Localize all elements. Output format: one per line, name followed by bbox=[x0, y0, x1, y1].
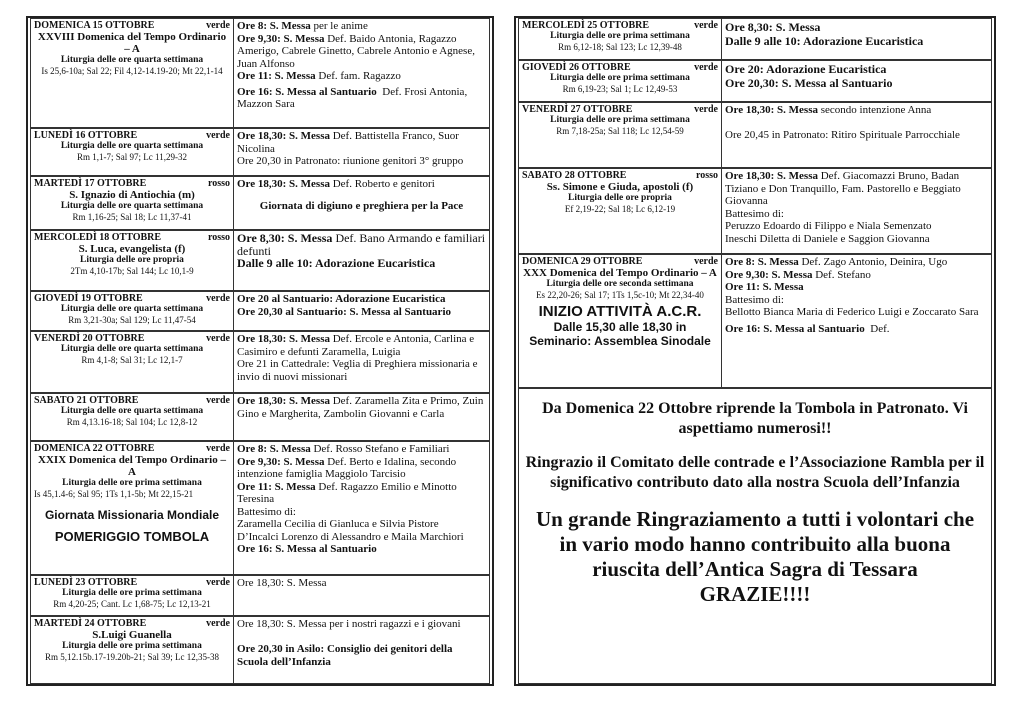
day-header bbox=[34, 618, 230, 629]
schedule-entry bbox=[725, 323, 988, 336]
entry-time: Ore 18,30: S. Messa bbox=[725, 170, 818, 182]
schedule-entry bbox=[237, 518, 486, 531]
readings: Es 22,20-26; Sal 17; 1Ts 1,5c-10; Mt 22,34-40 bbox=[536, 290, 704, 300]
entry-text: Def. Rosso Stefano e Familiari bbox=[310, 443, 450, 455]
schedule-entry bbox=[725, 104, 988, 117]
liturgy-hours: Liturgia delle ore quarta settimana bbox=[60, 344, 204, 354]
entry-time: Ore 8,30: S. Messa bbox=[237, 231, 333, 245]
liturgy-hours: Liturgia delle ore prima settimana bbox=[550, 115, 690, 125]
schedule-entry bbox=[725, 20, 988, 34]
day-row bbox=[30, 18, 490, 128]
day-info-cell bbox=[31, 177, 234, 229]
readings: Rm 4,13.16-18; Sal 104; Lc 12,8-12 bbox=[66, 417, 198, 427]
liturgy-hours: Liturgia delle ore prima settimana bbox=[62, 478, 202, 488]
entry-time: Ore 20 al Santuario: Adorazione Eucaristica bbox=[237, 293, 446, 305]
entry-time: Ore 11: S. Messa bbox=[237, 70, 316, 82]
liturgy-hours: Liturgia delle ore prima settimana bbox=[62, 641, 202, 651]
schedule-cell bbox=[234, 292, 489, 330]
readings: Rm 6,12-18; Sal 123; Lc 12,39-48 bbox=[558, 42, 682, 52]
liturgical-color: verde bbox=[206, 130, 230, 141]
schedule-entry bbox=[237, 577, 486, 590]
entry-text bbox=[237, 631, 240, 643]
liturgy-hours: Liturgia delle ore quarta settimana bbox=[60, 55, 204, 65]
entry-text: Ore 20,30 in Patronato: riunione genitori 3° gruppo bbox=[237, 155, 464, 167]
entry-time: Ore 9,30: S. Messa bbox=[237, 455, 325, 468]
entry-time: Ore 9,30: S. Messa bbox=[237, 32, 325, 45]
day-name: SABATO 28 OTTOBRE bbox=[522, 170, 627, 181]
readings: Rm 1,16-25; Sal 18; Lc 11,37-41 bbox=[72, 212, 192, 222]
schedule-entry bbox=[237, 178, 486, 191]
day-row bbox=[30, 128, 490, 176]
entry-text: Bellotto Bianca Maria di Federico Luigi e Zoccarato Sara bbox=[725, 306, 979, 318]
day-header bbox=[522, 104, 718, 115]
day-info-cell bbox=[31, 576, 234, 615]
entry-text: Zaramella Cecilia di Gianluca e Silvia Pistore bbox=[237, 518, 439, 530]
liturgy-hours: Liturgia delle ore prima settimana bbox=[550, 73, 690, 83]
liturgical-color: rosso bbox=[695, 170, 718, 181]
entry-time: Ore 16: S. Messa al Santuario bbox=[237, 543, 377, 555]
schedule-entry bbox=[237, 155, 486, 168]
schedule-entry bbox=[237, 481, 486, 506]
entry-time: Ore 11: S. Messa bbox=[237, 480, 316, 493]
thanks-notice: Ringrazio il Comitato delle contrade e l’Associazione Rambla per il significativo contributo dato alla nostra Scuola dell’Infanzia bbox=[525, 454, 985, 491]
entry-time: Ore 18,30: S. Messa bbox=[237, 395, 330, 407]
entry-text: Battesimo di: bbox=[725, 207, 784, 220]
day-header bbox=[34, 443, 230, 454]
schedule-cell bbox=[722, 103, 991, 167]
feast-title: XXX Domenica del Tempo Ordinario – A bbox=[523, 267, 717, 279]
liturgical-color: verde bbox=[694, 256, 718, 267]
entry-text: Def. Frosi Antonia, Mazzon Sara bbox=[237, 85, 470, 110]
day-header bbox=[34, 232, 230, 243]
day-row bbox=[30, 393, 490, 441]
liturgy-hours: Liturgia delle ore quarta settimana bbox=[60, 406, 204, 416]
feast-title: Ss. Simone e Giuda, apostoli (f) bbox=[546, 181, 694, 193]
schedule-cell bbox=[234, 394, 489, 440]
liturgy-hours: Liturgia delle ore propria bbox=[568, 193, 672, 203]
liturgy-hours: Liturgia delle ore prima settimana bbox=[62, 588, 202, 598]
schedule-entry bbox=[725, 208, 988, 221]
schedule-entry bbox=[725, 281, 988, 294]
readings: Rm 6,19-23; Sal 1; Lc 12,49-53 bbox=[562, 84, 678, 94]
schedule-entry bbox=[237, 543, 486, 556]
liturgy-hours: Liturgia delle ore quarta settimana bbox=[60, 304, 204, 314]
schedule-entry bbox=[725, 170, 988, 208]
entry-time: Ore 20,30: S. Messa al Santuario bbox=[725, 76, 893, 90]
day-name: GIOVEDÌ 19 OTTOBRE bbox=[34, 293, 143, 304]
day-header bbox=[34, 333, 230, 344]
day-name: MERCOLEDÌ 25 OTTOBRE bbox=[522, 20, 650, 31]
entry-text: secondo intenzione Anna bbox=[817, 104, 932, 116]
entry-time: Ore 8: S. Messa bbox=[237, 20, 311, 32]
schedule-entry bbox=[725, 294, 988, 307]
readings: Is 25,6-10a; Sal 22; Fil 4,12-14.19-20; Mt 22,1-14 bbox=[41, 66, 223, 76]
day-info-cell bbox=[519, 255, 722, 387]
entry-time: Ore 18,30: S. Messa bbox=[237, 178, 330, 190]
day-info-cell bbox=[31, 617, 234, 683]
day-name: GIOVEDÌ 26 OTTOBRE bbox=[522, 62, 631, 73]
liturgical-color: verde bbox=[206, 395, 230, 406]
acr-text: Dalle 15,30 alle 18,30 in Seminario: Assemblea Sinodale bbox=[529, 320, 711, 348]
readings: Is 45,1.4-6; Sal 95; 1Ts 1,1-5b; Mt 22,15-21 bbox=[34, 489, 194, 499]
schedule-entry bbox=[237, 631, 486, 644]
entry-time: Ore 20,30 in Asilo: Consiglio dei genitori della Scuola dell’Infanzia bbox=[237, 643, 453, 668]
day-header bbox=[522, 62, 718, 73]
day-header bbox=[34, 293, 230, 304]
liturgy-hours: Liturgia delle ore seconda settimana bbox=[546, 279, 694, 289]
liturgy-hours: Liturgia delle ore propria bbox=[80, 255, 184, 265]
entry-text: Ore 18,30: S. Messa bbox=[237, 577, 327, 589]
day-name: MERCOLEDÌ 18 OTTOBRE bbox=[34, 232, 162, 243]
day-row bbox=[518, 168, 992, 254]
schedule-cell bbox=[234, 617, 489, 683]
entry-text: Def. Ercole e Antonia, Carlina e Casimiro e defunti Zaramella, Luigia bbox=[237, 333, 477, 358]
day-name: VENERDÌ 27 OTTOBRE bbox=[522, 104, 633, 115]
schedule-entry bbox=[725, 117, 988, 130]
entry-time: Giornata di digiuno e preghiera per la Pace bbox=[259, 199, 464, 212]
liturgy-hours: Liturgia delle ore quarta settimana bbox=[60, 141, 204, 151]
day-info-cell bbox=[31, 332, 234, 392]
schedule-entry bbox=[237, 200, 486, 213]
liturgical-color: verde bbox=[206, 577, 230, 588]
entry-text: Def. Giacomazzi Bruno, Badan Tiziano e Don Tranquillo, Fam. Pastorello e Beggiato Giovanna bbox=[725, 170, 964, 207]
schedule-entry bbox=[725, 34, 988, 48]
entry-text: Def. fam. Ragazzo bbox=[315, 70, 401, 82]
day-name: MARTEDÌ 17 OTTOBRE bbox=[34, 178, 147, 189]
liturgical-color: verde bbox=[694, 62, 718, 73]
day-info-cell bbox=[519, 103, 722, 167]
day-name: SABATO 21 OTTOBRE bbox=[34, 395, 139, 406]
feast-title: S.Luigi Guanella bbox=[92, 629, 172, 641]
day-header bbox=[522, 170, 718, 181]
entry-time: Ore 18,30: S. Messa bbox=[725, 104, 818, 116]
day-info-cell bbox=[31, 231, 234, 290]
day-name: MARTEDÌ 24 OTTOBRE bbox=[34, 618, 147, 629]
entry-text: Ore 20,45 in Patronato: Ritiro Spirituale Parrocchiale bbox=[725, 129, 960, 141]
day-header bbox=[522, 256, 718, 267]
readings: Rm 4,20-25; Cant. Lc 1,68-75; Lc 12,13-21 bbox=[53, 599, 211, 609]
day-name: DOMENICA 15 OTTOBRE bbox=[34, 20, 155, 31]
readings: Rm 1,1-7; Sal 97; Lc 11,29-32 bbox=[77, 152, 187, 162]
schedule-entry bbox=[237, 456, 486, 481]
entry-text: Def. Battistella Franco, Suor Nicolina bbox=[237, 130, 462, 155]
entry-time: Ore 9,30: S. Messa bbox=[725, 268, 813, 281]
day-header bbox=[34, 130, 230, 141]
liturgy-hours: Liturgia delle ore quarta settimana bbox=[60, 201, 204, 211]
schedule-entry bbox=[725, 220, 988, 233]
day-name: LUNEDÌ 16 OTTOBRE bbox=[34, 130, 138, 141]
entry-text: Battesimo di: bbox=[237, 505, 296, 518]
schedule-entry bbox=[237, 618, 486, 631]
special-note: POMERIGGIO TOMBOLA bbox=[54, 529, 210, 544]
day-name: DOMENICA 22 OTTOBRE bbox=[34, 443, 155, 454]
entry-time: Ore 20: Adorazione Eucaristica bbox=[725, 62, 887, 76]
schedule-cell bbox=[234, 177, 489, 229]
schedule-entry bbox=[237, 333, 486, 358]
entry-text: Def. Zaramella Zita e Primo, Zuin Gino e Margherita, Zambolin Giovanni e Carla bbox=[237, 395, 487, 420]
schedule-entry bbox=[237, 306, 486, 319]
big-thanks-notice: Un grande Ringraziamento a tutti i volontari che in vario modo hanno contribuito alla buona riuscita dell’Antica Sagra di Tessara GRAZIE!!!! bbox=[535, 507, 975, 606]
schedule-entry bbox=[237, 20, 486, 33]
schedule-cell bbox=[722, 169, 991, 253]
entry-text bbox=[725, 117, 728, 129]
entry-time: Ore 20,30 al Santuario: S. Messa al Santuario bbox=[237, 305, 452, 318]
schedule-entry bbox=[237, 395, 486, 420]
day-row bbox=[30, 441, 490, 575]
readings: Rm 5,12.15b.17-19.20b-21; Sal 39; Lc 12,35-38 bbox=[45, 652, 219, 662]
feast-title: XXVIII Domenica del Tempo Ordinario – A bbox=[37, 31, 227, 55]
day-info-cell bbox=[31, 394, 234, 440]
schedule-entry bbox=[237, 506, 486, 519]
entry-time: Ore 8,30: S. Messa bbox=[725, 20, 821, 34]
entry-time: Ore 11: S. Messa bbox=[725, 281, 804, 293]
entry-text: Def. Stefano bbox=[812, 268, 871, 281]
schedule-entry bbox=[725, 76, 988, 90]
tombola-notice: Da Domenica 22 Ottobre riprende la Tombola in Patronato. Vi aspettiamo numerosi!! bbox=[542, 400, 968, 437]
schedule-cell bbox=[234, 332, 489, 392]
schedule-cell bbox=[722, 61, 991, 101]
day-row bbox=[30, 176, 490, 230]
day-row bbox=[518, 60, 992, 102]
entry-text: Ineschi Diletta di Daniele e Saggion Giovanna bbox=[725, 232, 930, 245]
day-row bbox=[30, 230, 490, 291]
liturgy-hours: Liturgia delle ore prima settimana bbox=[550, 31, 690, 41]
day-name: VENERDÌ 20 OTTOBRE bbox=[34, 333, 145, 344]
liturgical-color: verde bbox=[206, 443, 230, 454]
liturgical-color: rosso bbox=[207, 178, 230, 189]
entry-time: Ore 16: S. Messa al Santuario bbox=[725, 322, 865, 335]
day-info-cell bbox=[31, 129, 234, 175]
grazie-text: GRAZIE!!!! bbox=[699, 582, 811, 606]
right-column bbox=[514, 16, 996, 686]
schedule-cell bbox=[722, 19, 991, 59]
schedule-entry bbox=[725, 269, 988, 282]
schedule-entry bbox=[237, 33, 486, 71]
entry-text: Def. Ragazzo Emilio e Minotto Teresina bbox=[237, 480, 460, 505]
liturgical-color: rosso bbox=[207, 232, 230, 243]
schedule-entry bbox=[237, 86, 486, 111]
entry-text: Def. Bano Armando e familiari defunti bbox=[237, 231, 489, 258]
day-header bbox=[34, 20, 230, 31]
schedule-entry bbox=[237, 257, 486, 270]
readings: Ef 2,19-22; Sal 18; Lc 6,12-19 bbox=[564, 204, 676, 214]
left-column bbox=[26, 16, 494, 686]
readings: Rm 7,18-25a; Sal 118; Lc 12,54-59 bbox=[556, 126, 684, 136]
schedule-cell bbox=[234, 19, 489, 127]
day-row bbox=[30, 616, 490, 684]
schedule-entry bbox=[725, 129, 988, 142]
entry-time: Dalle 9 alle 10: Adorazione Eucaristica bbox=[725, 34, 924, 48]
feast-title: S. Luca, evangelista (f) bbox=[78, 243, 186, 255]
entry-time: Dalle 9 alle 10: Adorazione Eucaristica bbox=[237, 256, 436, 270]
schedule-entry bbox=[237, 643, 486, 668]
liturgical-color: verde bbox=[206, 333, 230, 344]
entry-text: Def. bbox=[864, 322, 890, 335]
schedule-entry bbox=[237, 358, 486, 383]
schedule-cell bbox=[234, 576, 489, 615]
entry-text: Ore 18,30: S. Messa per i nostri ragazzi e i giovani bbox=[237, 618, 461, 630]
entry-time: Ore 16: S. Messa al Santuario bbox=[237, 85, 377, 98]
entry-text: Def. Berto e Idalina, secondo intenzione famiglia Maggiolo Tarcisio bbox=[237, 455, 459, 480]
schedule-entry bbox=[237, 231, 489, 258]
entry-time: Ore 18,30: S. Messa bbox=[237, 130, 330, 142]
day-info-cell bbox=[31, 19, 234, 127]
schedule-entry bbox=[725, 256, 988, 269]
readings: Rm 4,1-8; Sal 31; Lc 12,1-7 bbox=[81, 355, 183, 365]
day-header bbox=[34, 395, 230, 406]
schedule-entry bbox=[237, 130, 486, 155]
schedule-entry bbox=[725, 306, 988, 319]
schedule-cell bbox=[234, 129, 489, 175]
schedule-cell bbox=[722, 255, 991, 387]
day-row bbox=[30, 331, 490, 393]
entry-text: Peruzzo Edoardo di Filippo e Niala Semenzato bbox=[725, 220, 932, 232]
day-row bbox=[30, 575, 490, 616]
liturgical-color: verde bbox=[206, 618, 230, 629]
day-info-cell bbox=[519, 19, 722, 59]
day-row bbox=[30, 291, 490, 331]
entry-time: Ore 8: S. Messa bbox=[725, 256, 799, 268]
entry-text: D’Incalci Lorenzo di Alessandro e Maila Marchiori bbox=[237, 530, 464, 543]
day-name: DOMENICA 29 OTTOBRE bbox=[522, 256, 643, 267]
day-row bbox=[518, 254, 992, 388]
day-info-cell bbox=[519, 169, 722, 253]
entry-text: Def. Baido Antonia, Ragazzo Amerigo, Cabrele Ginetto, Cabrele Antonio e Agnese, Juan Alfonso bbox=[237, 32, 478, 70]
entry-time: Ore 8: S. Messa bbox=[237, 443, 311, 455]
notices-box bbox=[518, 388, 992, 684]
schedule-entry bbox=[237, 70, 486, 83]
feast-title: S. Ignazio di Antiochia (m) bbox=[69, 189, 195, 201]
liturgical-color: verde bbox=[206, 20, 230, 31]
special-note: Giornata Missionaria Mondiale bbox=[44, 508, 220, 522]
day-header bbox=[34, 178, 230, 189]
day-header bbox=[522, 20, 718, 31]
entry-text: Ore 21 in Cattedrale: Veglia di Preghiera missionaria e invio di nuovi missionari bbox=[237, 358, 481, 383]
liturgical-color: verde bbox=[206, 293, 230, 304]
entry-text: Battesimo di: bbox=[725, 293, 784, 306]
schedule-entry bbox=[237, 293, 486, 306]
entry-text: Def. Zago Antonio, Deinira, Ugo bbox=[798, 256, 948, 268]
readings: Rm 3,21-30a; Sal 129; Lc 11,47-54 bbox=[68, 315, 196, 325]
day-row bbox=[518, 18, 992, 60]
schedule-cell bbox=[234, 231, 489, 290]
feast-title: XXIX Domenica del Tempo Ordinario – A bbox=[38, 454, 226, 478]
day-info-cell bbox=[519, 61, 722, 101]
schedule-entry bbox=[725, 62, 988, 76]
entry-text: Def. Roberto e genitori bbox=[329, 178, 435, 190]
day-header bbox=[34, 577, 230, 588]
entry-text: per le anime bbox=[310, 20, 368, 32]
day-info-cell bbox=[31, 442, 234, 574]
acr-title: INIZIO ATTIVITÀ A.C.R. bbox=[538, 303, 702, 320]
liturgical-color: verde bbox=[694, 20, 718, 31]
day-name: LUNEDÌ 23 OTTOBRE bbox=[34, 577, 138, 588]
day-info-cell bbox=[31, 292, 234, 330]
schedule-entry bbox=[237, 531, 486, 544]
entry-time: Ore 18,30: S. Messa bbox=[237, 333, 330, 345]
schedule-entry bbox=[725, 233, 988, 246]
schedule-entry bbox=[237, 443, 486, 456]
readings: 2Tm 4,10-17b; Sal 144; Lc 10,1-9 bbox=[70, 266, 194, 276]
day-row bbox=[518, 102, 992, 168]
schedule-cell bbox=[234, 442, 489, 574]
liturgical-color: verde bbox=[694, 104, 718, 115]
